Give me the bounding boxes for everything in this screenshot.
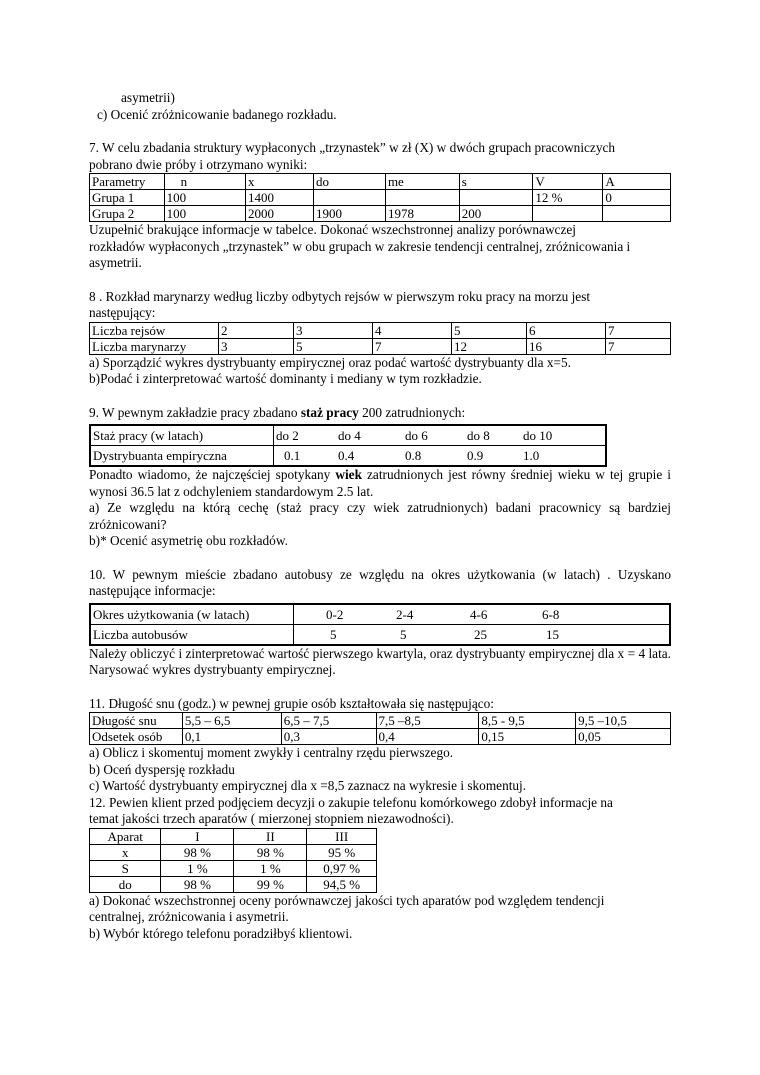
q9-p1-post: zatrudnionych jest równy średniej wieku w tej grupie i wynosi 36.5 lat z odchyleniem standardowym 2.5 lat. <box>89 467 671 499</box>
table-cell: Liczba rejsów <box>90 322 219 338</box>
table-cell: 1 % <box>161 860 234 876</box>
table-cell: III <box>307 828 377 844</box>
table-cell <box>90 844 161 860</box>
table-cell: 3 <box>219 338 294 354</box>
table-cell: 7 <box>373 338 452 354</box>
table-row <box>90 729 671 745</box>
table-cell: do <box>90 876 161 892</box>
table-cell: me <box>385 174 459 190</box>
table-cell: Grupa 1 <box>90 190 165 206</box>
table-row <box>90 604 670 625</box>
table-cell: Długość snu <box>90 713 183 729</box>
stat-cell: 0.1 <box>284 448 301 463</box>
table-cell: 6 <box>527 322 606 338</box>
stat-cell: 5 <box>400 626 407 642</box>
q7-text-2: pobrano dwie próby i otrzymano wyniki: <box>89 156 308 172</box>
q12-a-2: centralnej, zróżnicowania i asymetrii. <box>89 909 289 924</box>
table-cell <box>294 624 671 645</box>
table-cell: 0,3 <box>281 729 376 745</box>
table-cell: s <box>459 174 533 190</box>
q10-table <box>89 603 671 646</box>
x-bar-symbol: $\overline{x}$ <box>248 174 255 189</box>
q9-a: a) Ze względu na którą cechę (staż pracy czy wiek zatrudnionych) badani pracownicy są bardziej zróżnicowani? <box>89 500 671 532</box>
q9-b: b)* Ocenić asymetrię obu rozkładów. <box>89 533 288 548</box>
table-cell: 12 <box>452 338 527 354</box>
table-cell: 98 % <box>234 844 307 860</box>
table-row <box>90 322 671 338</box>
q10-after: Należy obliczyć i zinterpretować wartość pierwszego kwartyla, oraz dystrybuanty empirycznej dla x = 4 lata. Narysować wykres dystrybuanty empirycznej. <box>89 645 671 677</box>
q9-paragraph <box>89 467 671 500</box>
table-cell: 100 <box>164 206 245 222</box>
table-cell: 98 % <box>161 876 234 892</box>
q7-after-2: rozkładów wypłaconych „trzynastek” w obu grupach w zakresie tendencji centralnej, zróżnicowania i <box>89 238 631 254</box>
table-row <box>90 860 377 876</box>
table-cell: 9,5 –10,5 <box>576 713 671 729</box>
q8-a: a) Sporządzić wykres dystrybuanty empirycznej oraz podać wartość dystrybuanty dla x=5. <box>89 354 571 370</box>
table-cell: 200 <box>459 206 533 222</box>
table-cell: V <box>533 174 603 190</box>
table-cell: 0,15 <box>479 729 576 745</box>
q11-text: 11. Długość snu (godz.) w pewnej grupie osób kształtowała się następująco: <box>89 695 494 711</box>
table-cell: 5,5 – 6,5 <box>182 713 281 729</box>
table-cell: n <box>164 174 245 190</box>
table-cell: do <box>314 174 386 190</box>
table-cell: 1978 <box>385 206 459 222</box>
q9-p1-pre: Ponadto wiadomo, że najczęściej spotykany <box>89 467 336 482</box>
table-cell <box>274 446 607 467</box>
table-row <box>90 190 671 206</box>
q8-table <box>89 322 671 355</box>
q8-text-1: 8 . Rozkład marynarzy według liczby odbytych rejsów w pierwszym roku pracy na morzu jest <box>89 288 591 304</box>
stat-cell: do 4 <box>338 428 361 443</box>
table-cell <box>533 206 603 222</box>
table-cell: Liczba autobusów <box>90 624 294 645</box>
q9-text-post: 200 zatrudnionych: <box>358 404 466 420</box>
table-cell: Odsetek osób <box>90 729 183 745</box>
table-cell: Okres użytkowania (w latach) <box>90 604 294 625</box>
table-cell: 98 % <box>161 844 234 860</box>
table-cell: 0 <box>603 190 671 206</box>
intro-line-2: c) Ocenić zróżnicowanie badanego rozkładu. <box>97 106 337 122</box>
stat-cell: 0.4 <box>338 448 355 463</box>
stat-cell: 1.0 <box>523 448 540 463</box>
q8-text-2: następujący: <box>89 305 156 320</box>
table-cell <box>246 174 314 190</box>
table-cell: Staż pracy (w latach) <box>90 425 274 446</box>
q7-text-1: 7. W celu zbadania struktury wypłaconych „trzynastek” w zł (X) w dwóch grupach pracowniczych <box>89 140 616 155</box>
table-cell: 94,5 % <box>307 876 377 892</box>
q10-text: 10. W pewnym mieście zbadano autobusy ze względu na okres użytkowania (w latach) . Uzyskano następujące informacje: <box>89 566 671 598</box>
table-cell: 0,05 <box>576 729 671 745</box>
q9-text-pre: 9. W pewnym zakładzie pracy zbadano <box>89 404 301 420</box>
table-cell: 2 <box>219 322 294 338</box>
q12-b: b) Wybór którego telefonu poradziłbyś klientowi. <box>89 925 353 941</box>
q11-table <box>89 712 671 745</box>
table-cell: II <box>234 828 307 844</box>
q7-after-1: Uzupełnić brakujące informacje w tabelce. Dokonać wszechstronnej analizy porównawczej <box>89 222 576 237</box>
table-cell: 7 <box>606 338 671 354</box>
table-cell: 100 <box>164 190 245 206</box>
table-cell: 95 % <box>307 844 377 860</box>
table-row <box>90 624 670 645</box>
stat-cell: 6-8 <box>542 606 560 622</box>
document-page <box>89 90 671 942</box>
table-cell: 6,5 – 7,5 <box>281 713 376 729</box>
table-cell: 1900 <box>314 206 386 222</box>
table-cell <box>274 425 607 446</box>
table-cell: 16 <box>527 338 606 354</box>
table-row <box>90 174 671 190</box>
intro-line-1: asymetrii) <box>121 90 175 105</box>
table-cell: Liczba marynarzy <box>90 338 219 354</box>
table-cell: 1 % <box>234 860 307 876</box>
q12-text-1: 12. Pewien klient przed podjęciem decyzji o zakupie telefonu komórkowego zdobył informacje na <box>89 794 613 810</box>
q11-c: c) Wartość dystrybuanty empirycznej dla x =8,5 zaznacz na wykresie i skomentuj. <box>89 778 527 793</box>
table-row <box>90 206 671 222</box>
table-cell: 3 <box>294 322 373 338</box>
q8-b: b)Podać i zinterpretować wartość dominanty i mediany w tym rozkładzie. <box>89 371 482 386</box>
q11-b: b) Oceń dyspersję rozkładu <box>89 761 235 777</box>
table-cell: Dystrybuanta empiryczna <box>90 446 274 467</box>
table-cell: 4 <box>373 322 452 338</box>
stat-cell: 2-4 <box>396 606 414 622</box>
table-cell: 8,5 - 9,5 <box>479 713 576 729</box>
table-cell: I <box>161 828 234 844</box>
q11-a: a) Oblicz i skomentuj moment zwykły i centralny rzędu pierwszego. <box>89 745 454 760</box>
q9-text-bold: staż pracy <box>300 404 359 420</box>
q7-table <box>89 173 671 222</box>
table-cell: 0,4 <box>376 729 479 745</box>
table-row <box>90 828 377 844</box>
stat-cell: 25 <box>474 626 487 642</box>
stat-cell: do 6 <box>405 428 428 443</box>
table-cell: S <box>90 860 161 876</box>
table-row <box>90 446 606 467</box>
q9-table <box>89 424 607 467</box>
stat-cell: 15 <box>546 626 559 642</box>
table-cell: Parametry <box>90 174 165 190</box>
stat-cell: do 8 <box>467 428 490 443</box>
table-row <box>90 425 606 446</box>
table-cell: 2000 <box>246 206 314 222</box>
table-cell <box>314 190 386 206</box>
stat-cell: do 10 <box>523 428 553 443</box>
table-cell: A <box>603 174 671 190</box>
q12-a-1: a) Dokonać wszechstronnej oceny porównawczej jakości tych aparatów pod względem tendencji <box>89 892 605 908</box>
q9-p1-bold: wiek <box>335 467 362 482</box>
stat-cell: 0-2 <box>326 606 344 622</box>
table-cell <box>603 206 671 222</box>
table-cell: 5 <box>452 322 527 338</box>
q12-text-2: temat jakości trzech aparatów ( mierzonej stopniem niezawodności). <box>89 811 454 826</box>
q7-after-3: asymetrii. <box>89 255 142 270</box>
stat-cell: 5 <box>330 626 337 642</box>
table-cell: Aparat <box>90 828 161 844</box>
table-row <box>90 713 671 729</box>
table-row <box>90 844 377 860</box>
table-cell: 0,97 % <box>307 860 377 876</box>
table-row <box>90 338 671 354</box>
q12-table <box>89 828 377 893</box>
stat-cell: 0.9 <box>467 448 484 463</box>
stat-cell: 0.8 <box>405 448 422 463</box>
table-cell: 1400 <box>246 190 314 206</box>
stat-cell: 4-6 <box>470 606 488 622</box>
stat-cell: do 2 <box>276 428 299 443</box>
table-cell: 5 <box>294 338 373 354</box>
table-cell: 0,1 <box>182 729 281 745</box>
x-bar-symbol: $\overline{x}$ <box>121 844 129 860</box>
table-row <box>90 876 377 892</box>
q9-text <box>89 405 671 422</box>
table-cell: 99 % <box>234 876 307 892</box>
table-cell: 7,5 –8,5 <box>376 713 479 729</box>
table-cell <box>385 190 459 206</box>
table-cell: Grupa 2 <box>90 206 165 222</box>
table-cell <box>294 604 671 625</box>
table-cell <box>459 190 533 206</box>
table-cell: 12 % <box>533 190 603 206</box>
table-cell: 7 <box>606 322 671 338</box>
